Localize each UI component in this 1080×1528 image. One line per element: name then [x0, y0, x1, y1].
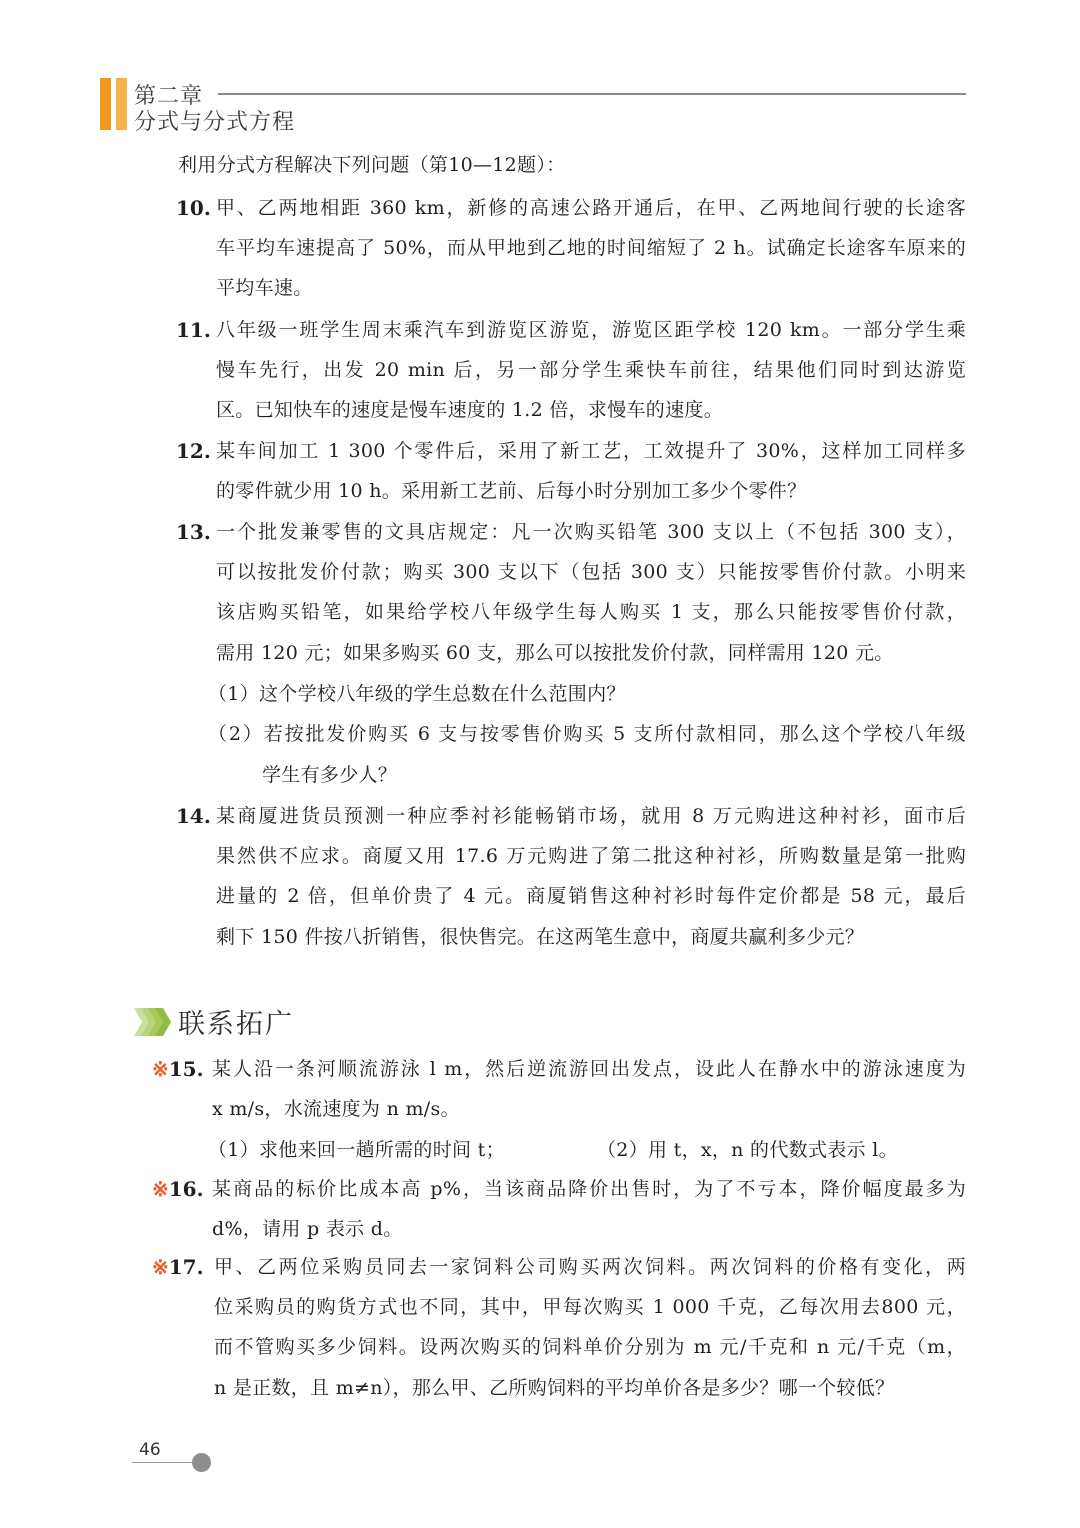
problem-line: 甲、乙两地相距 360 km，新修的高速公路开通后，在甲、乙两地间行驶的长途客: [216, 197, 966, 219]
problem-number: 11.: [176, 318, 211, 342]
problem-line: 车平均车速提高了 50%，而从甲地到乙地的时间缩短了 2 h。试确定长途客车原来的: [216, 237, 966, 259]
problem-line: 进量的 2 倍，但单价贵了 4 元。商厦销售这种衬衫时每件定价都是 58 元，最后: [216, 885, 966, 907]
problem-number: [152, 1254, 204, 1280]
chapter-number: 第二章: [134, 84, 204, 109]
problem-line: 慢车先行，出发 20 min 后，另一部分学生乘快车前往，结果他们同时到达游览: [216, 359, 966, 381]
star-marker: ※: [152, 1255, 169, 1279]
problem-line: 八年级一班学生周末乘汽车到游览区游览，游览区距学校 120 km。一部分学生乘: [216, 319, 966, 341]
problem-line: 位采购员的购货方式也不同，其中，甲每次购买 1 000 千克，乙每次用去800 元，: [214, 1296, 966, 1318]
problem-number: 12.: [176, 439, 211, 463]
page-number: 46: [139, 1440, 161, 1460]
problem-line: 果然供不应求。商厦又用 17.6 万元购进了第二批这种衬衫，所购数量是第一批购: [216, 845, 966, 867]
page-dot: [192, 1453, 211, 1472]
chevrons-icon: [132, 1002, 172, 1042]
problem-number: [152, 1176, 204, 1202]
problem-line: 平均车速。: [216, 277, 313, 299]
problem-number: 10.: [176, 196, 211, 220]
star-marker: ※: [152, 1177, 169, 1201]
sub-question: （2）用 t，x，n 的代数式表示 l。: [597, 1139, 898, 1161]
problem-number: 13.: [176, 520, 211, 544]
sub-question-continued: 学生有多少人？: [262, 764, 398, 786]
problem-line: 某商厦进货员预测一种应季衬衫能畅销市场，就用 8 万元购进这种衬衫，面市后: [216, 805, 966, 827]
problem-number-text: 15.: [168, 1057, 204, 1081]
star-marker: ※: [152, 1057, 169, 1081]
intro-text: 利用分式方程解决下列问题（第10—12题）：: [178, 154, 566, 176]
problem-line: 一个批发兼零售的文具店规定：凡一次购买铅笔 300 支以上（不包括 300 支），: [216, 521, 966, 543]
sub-question: （1）求他来回一趟所需的时间 t；: [208, 1139, 505, 1161]
problem-line: 可以按批发价付款；购买 300 支以下（包括 300 支）只能按零售价付款。小明来: [216, 561, 966, 583]
problem-line: x m/s，水流速度为 n m/s。: [212, 1098, 460, 1120]
problem-number-text: 17.: [168, 1255, 204, 1279]
accent-bar: [100, 78, 111, 130]
problem-line: 某商品的标价比成本高 p%，当该商品降价出售时，为了不亏本，降价幅度最多为: [212, 1178, 966, 1200]
problem-line: 需用 120 元；如果多购买 60 支，那么可以按批发价付款，同样需用 120 元。: [216, 642, 894, 664]
sub-question: （2）若按批发价购买 6 支与按零售价购买 5 支所付款相同，那么这个学校八年级: [208, 723, 966, 745]
problem-line: 甲、乙两位采购员同去一家饲料公司购买两次饲料。两次饲料的价格有变化，两: [214, 1256, 966, 1278]
problem-line: d%，请用 p 表示 d。: [212, 1218, 403, 1240]
problem-line: 剩下 150 件按八折销售，很快售完。在这两笔生意中，商厦共赢利多少元？: [216, 926, 865, 948]
problem-line: 而不管购买多少饲料。设两次购买的饲料单价分别为 m 元/千克和 n 元/千克（m，: [214, 1336, 966, 1358]
problem-number-text: 16.: [168, 1177, 204, 1201]
accent-bar: [116, 78, 127, 130]
problem-line: n 是正数，且 m≠n），那么甲、乙所购饲料的平均单价各是多少？哪一个较低？: [214, 1377, 895, 1399]
problem-number: [152, 1056, 204, 1082]
problem-line: 的零件就少用 10 h。采用新工艺前、后每小时分别加工多少个零件？: [216, 480, 807, 502]
problem-line: 该店购买铅笔，如果给学校八年级学生每人购买 1 支，那么只能按零售价付款，: [216, 601, 966, 623]
chapter-title: 分式与分式方程: [134, 110, 296, 135]
problem-line: 某车间加工 1 300 个零件后，采用了新工艺，工效提升了 30%，这样加工同样多: [216, 440, 966, 462]
problem-line: 某人沿一条河顺流游泳 l m，然后逆流游回出发点，设此人在静水中的游泳速度为: [212, 1058, 966, 1080]
problem-line: 区。已知快车的速度是慢车速度的 1.2 倍，求慢车的速度。: [216, 399, 723, 421]
header-divider: [218, 93, 966, 95]
section-title: 联系拓广: [178, 1009, 294, 1040]
problem-number: 14.: [176, 804, 211, 828]
sub-question: （1）这个学校八年级的学生总数在什么范围内？: [208, 683, 626, 705]
